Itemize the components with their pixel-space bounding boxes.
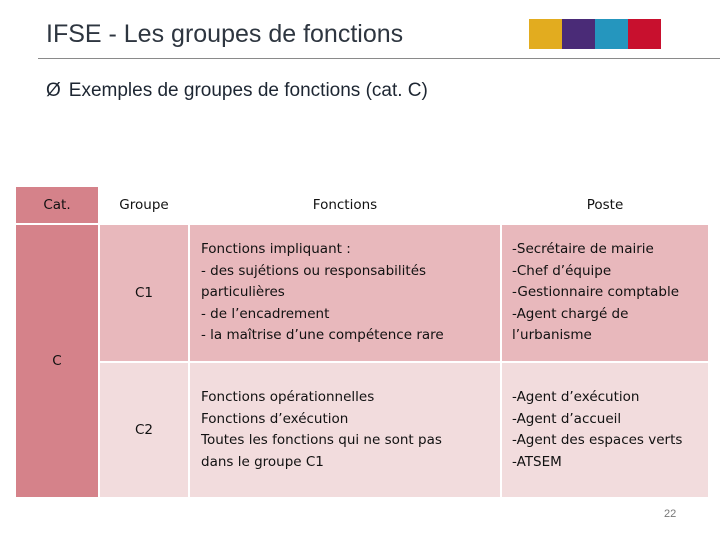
section-subtitle [46, 80, 428, 102]
title-divider [38, 58, 720, 59]
text-line: - la maîtrise d’une compétence rare [201, 327, 444, 344]
text-line: -Agent chargé de [512, 305, 629, 322]
text-line: l’urbanisme [512, 327, 592, 344]
text-line: -Agent des espaces verts [512, 432, 683, 448]
category-cell: C [16, 225, 98, 497]
poste-cell-c2 [502, 363, 708, 497]
header-cat: Cat. [16, 187, 98, 223]
header-poste: Poste [502, 187, 708, 223]
text-line: -Agent d’accueil [512, 410, 622, 427]
subtitle-text: Exemples de groupes de fonctions (cat. C) [68, 80, 428, 101]
text-line: Toutes les fonctions qui ne sont pas [201, 432, 442, 448]
groupe-cell-c2: C2 [100, 363, 188, 497]
text-line: -ATSEM [512, 453, 562, 470]
fonctions-cell-c1 [190, 225, 500, 361]
swatch-blue [595, 19, 628, 49]
arrow-bullet-icon: Ø [46, 80, 61, 101]
text-line: Fonctions opérationnelles [201, 389, 375, 405]
text-line: - des sujétions ou responsabilités [201, 262, 427, 279]
header-fonctions: Fonctions [190, 187, 500, 223]
text-line: - de l’encadrement [201, 305, 330, 322]
text-line: -Secrétaire de mairie [512, 241, 654, 258]
text-line: Fonctions d’exécution [201, 410, 349, 427]
text-line: particulières [201, 284, 285, 301]
text-line: -Chef d’équipe [512, 262, 612, 279]
fonctions-cell-c2 [190, 363, 500, 497]
swatch-red [628, 19, 661, 49]
swatch-yellow [529, 19, 562, 49]
text-line: Fonctions impliquant : [201, 241, 351, 258]
text-line: -Agent d’exécution [512, 389, 640, 405]
slide-title: IFSE - Les groupes de fonctions [46, 20, 404, 48]
color-swatches [529, 19, 661, 49]
groupe-cell-c1: C1 [100, 225, 188, 361]
header-groupe: Groupe [100, 187, 188, 223]
page-number: 22 [664, 508, 677, 520]
swatch-purple [562, 19, 595, 49]
text-line: -Gestionnaire comptable [512, 284, 680, 301]
text-line: dans le groupe C1 [201, 453, 324, 470]
poste-cell-c1 [502, 225, 708, 361]
